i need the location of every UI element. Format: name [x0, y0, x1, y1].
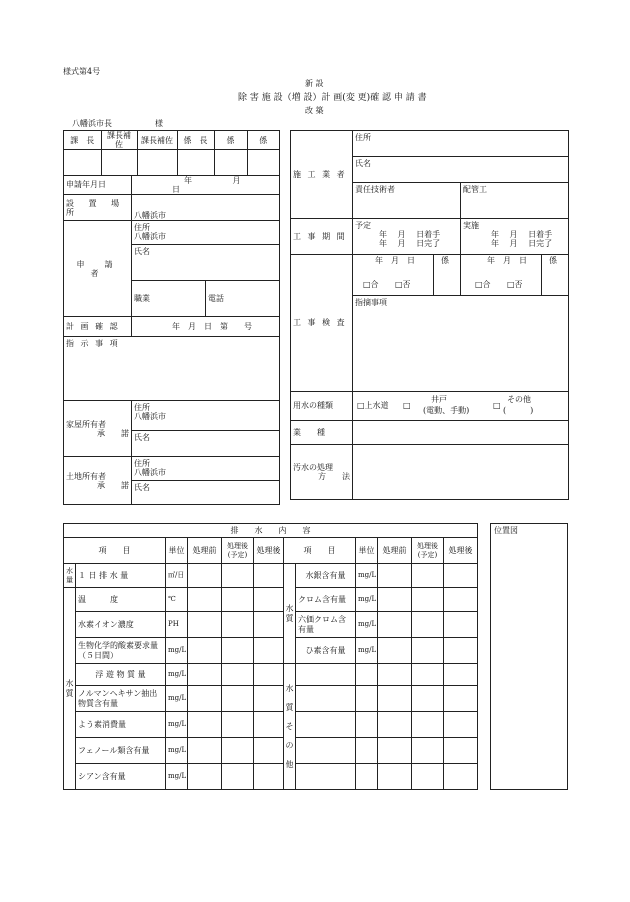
value-cell[interactable]	[254, 686, 284, 712]
land-owner-address[interactable]: 住所 八幡浜市	[132, 457, 280, 481]
position-map-box[interactable]	[490, 523, 568, 790]
value-cell[interactable]	[254, 564, 284, 588]
quality-other-label: 水質その他	[284, 664, 296, 790]
free-item-cell[interactable]	[296, 764, 356, 790]
value-cell[interactable]	[188, 738, 222, 764]
value-cell[interactable]	[378, 764, 412, 790]
house-owner-name[interactable]: 氏名	[132, 431, 280, 457]
value-cell[interactable]	[254, 738, 284, 764]
water-tap-checkbox[interactable]: □上水道	[357, 401, 389, 410]
discharge-table	[63, 523, 478, 790]
value-cell[interactable]	[412, 764, 444, 790]
position-map-label: 位置図	[494, 526, 518, 535]
left-form	[63, 130, 280, 505]
value-cell[interactable]	[412, 712, 444, 738]
inspection-notes[interactable]: 指摘事項	[353, 296, 569, 392]
apply-date-field[interactable]: 年 月 日	[132, 175, 280, 194]
value-cell[interactable]	[378, 612, 412, 638]
value-cell[interactable]	[412, 588, 444, 612]
discharge-title: 排 水 内 容	[64, 524, 478, 538]
item-label: 水素イオン濃度	[76, 612, 166, 638]
value-cell[interactable]	[222, 564, 254, 588]
approval-stamp[interactable]	[101, 150, 137, 175]
free-item-cell[interactable]	[296, 712, 356, 738]
approval-head: 係	[247, 131, 279, 150]
value-cell[interactable]	[188, 686, 222, 712]
col-after-plan: 処理後(予定)	[412, 538, 444, 564]
col-unit: 単位	[166, 538, 188, 564]
value-cell[interactable]	[412, 664, 444, 686]
item-label: 水銀含有量	[296, 564, 356, 588]
item-label: よう素消費量	[76, 712, 166, 738]
value-cell[interactable]	[444, 588, 478, 612]
value-cell[interactable]	[188, 588, 222, 612]
industry-label: 業 種	[291, 421, 353, 445]
value-cell[interactable]	[254, 588, 284, 612]
value-cell[interactable]	[254, 764, 284, 790]
location-field[interactable]: 八幡浜市	[132, 195, 280, 221]
unit: mg/L	[166, 764, 188, 790]
item-label: シアン含有量	[76, 764, 166, 790]
value-cell[interactable]	[254, 612, 284, 638]
value-cell[interactable]	[378, 712, 412, 738]
col-before: 処理前	[188, 538, 222, 564]
industry-field[interactable]	[353, 421, 569, 445]
col-item: 項 目	[284, 538, 356, 564]
approval-stamp[interactable]	[64, 150, 101, 175]
value-cell[interactable]	[412, 638, 444, 664]
water-well-checkbox[interactable]: □	[403, 401, 411, 410]
contractor-address[interactable]: 住所	[353, 131, 569, 157]
house-owner-address[interactable]: 住所 八幡浜市	[132, 401, 280, 431]
item-label: ノルマンヘキサン抽出物質含有量	[76, 686, 166, 712]
water-type-field[interactable]: □上水道 □ 井戸 (電動、手動) □ その他 ( )	[353, 392, 569, 421]
applicant-address[interactable]: 住所 八幡浜市	[132, 221, 280, 245]
unit: mg/L	[356, 612, 378, 638]
addressee: 八幡浜市長	[72, 119, 112, 128]
contractor-name[interactable]: 氏名	[353, 157, 569, 183]
value-cell[interactable]	[378, 588, 412, 612]
value-cell[interactable]	[188, 638, 222, 664]
plan-confirm-field[interactable]: 年 月 日 第 号	[132, 317, 280, 337]
value-cell[interactable]	[356, 686, 378, 712]
item-label: １ 日 排 水 量	[76, 564, 166, 588]
value-cell[interactable]	[222, 738, 254, 764]
water-qty-label: 水量	[64, 564, 76, 588]
value-cell[interactable]	[444, 638, 478, 664]
approval-stamp[interactable]	[177, 150, 214, 175]
unit: mg/L	[166, 712, 188, 738]
item-label: 六価クロム含有量	[296, 612, 356, 638]
item-label: 生物化学的酸素要求量（５日間）	[76, 638, 166, 664]
sewage-field[interactable]	[353, 445, 569, 500]
col-after-plan: 処理後(予定)	[222, 538, 254, 564]
water-type-label: 用水の種類	[291, 392, 353, 421]
value-cell[interactable]	[444, 612, 478, 638]
value-cell[interactable]	[356, 664, 378, 686]
page-title: 除 害 施 設（増 設）計 画(変 更)確 認 申 請 書	[238, 93, 427, 103]
house-owner-label: 家屋所有者 承 諾	[64, 401, 132, 457]
inspection-1[interactable]: 年 月 日 係 □合 □否	[353, 255, 461, 296]
pass-checkbox[interactable]: □合	[475, 280, 491, 289]
value-cell[interactable]	[356, 764, 378, 790]
value-cell[interactable]	[222, 712, 254, 738]
value-cell[interactable]	[444, 686, 478, 712]
col-unit: 単位	[356, 538, 378, 564]
inspection-label: 工 事 検 査	[291, 255, 353, 392]
item-label: ひ素含有量	[296, 638, 356, 664]
unit: ㎥/日	[166, 564, 188, 588]
plumber-field[interactable]: 配管工	[461, 183, 569, 219]
col-after: 処理後	[444, 538, 478, 564]
value-cell[interactable]	[188, 664, 222, 686]
approval-stamp[interactable]	[137, 150, 177, 175]
approval-head: 係	[214, 131, 247, 150]
applicant-name[interactable]: 氏名	[132, 245, 280, 281]
approval-head: 課長補佐	[101, 131, 137, 150]
value-cell[interactable]	[378, 686, 412, 712]
item-label: クロム含有量	[296, 588, 356, 612]
approval-head: 課 長	[64, 131, 101, 150]
value-cell[interactable]	[444, 764, 478, 790]
value-cell[interactable]	[188, 712, 222, 738]
value-cell[interactable]	[356, 738, 378, 764]
value-cell[interactable]	[378, 738, 412, 764]
title-new: 新 設	[305, 79, 324, 88]
value-cell[interactable]	[412, 686, 444, 712]
unit: mg/L	[166, 738, 188, 764]
fail-checkbox[interactable]: □否	[395, 280, 411, 289]
value-cell[interactable]	[222, 664, 254, 686]
applicant-phone[interactable]: 電話	[206, 281, 280, 317]
value-cell[interactable]	[188, 764, 222, 790]
fail-checkbox[interactable]: □否	[507, 280, 523, 289]
value-cell[interactable]	[222, 638, 254, 664]
value-cell[interactable]	[222, 686, 254, 712]
contractor-label: 施 工 業 者	[291, 131, 353, 219]
unit: mg/L	[166, 664, 188, 686]
land-owner-label: 土地所有者 承 諾	[64, 457, 132, 505]
pass-checkbox[interactable]: □合	[363, 280, 379, 289]
approval-stamp[interactable]	[214, 150, 247, 175]
water-other-checkbox[interactable]: □	[493, 401, 501, 410]
period-planned[interactable]: 予定 年 月 日着手 年 月 日完了	[353, 219, 461, 255]
value-cell[interactable]	[412, 612, 444, 638]
free-item-cell[interactable]	[296, 738, 356, 764]
unit: mg/L	[356, 564, 378, 588]
plan-confirm-label: 計 画 確 認	[64, 317, 132, 337]
unit: ℃	[166, 588, 188, 612]
approval-stamp[interactable]	[247, 150, 279, 175]
free-item-cell[interactable]	[296, 686, 356, 712]
value-cell[interactable]	[444, 664, 478, 686]
col-item: 項 目	[64, 538, 166, 564]
value-cell[interactable]	[444, 738, 478, 764]
value-cell[interactable]	[444, 564, 478, 588]
value-cell[interactable]	[222, 612, 254, 638]
land-owner-name[interactable]: 氏名	[132, 481, 280, 505]
value-cell[interactable]	[188, 564, 222, 588]
col-before: 処理前	[378, 538, 412, 564]
unit: PH	[166, 612, 188, 638]
approval-head: 係 長	[177, 131, 214, 150]
engineer-field[interactable]: 責任技術者	[353, 183, 461, 219]
unit: mg/L	[356, 638, 378, 664]
value-cell[interactable]	[378, 638, 412, 664]
apply-date-label: 申請年月日	[64, 175, 132, 194]
value-cell[interactable]	[254, 712, 284, 738]
value-cell[interactable]	[188, 612, 222, 638]
title-rebuild: 改 築	[305, 106, 324, 115]
value-cell[interactable]	[356, 712, 378, 738]
col-after: 処理後	[254, 538, 284, 564]
value-cell[interactable]	[222, 764, 254, 790]
applicant-label: 申 請 者	[64, 221, 132, 317]
period-actual[interactable]: 実施 年 月 日着手 年 月 日完了	[461, 219, 569, 255]
value-cell[interactable]	[378, 664, 412, 686]
item-label: 浮 遊 物 質 量	[76, 664, 166, 686]
approval-head: 課長補佐	[137, 131, 177, 150]
value-cell[interactable]	[378, 564, 412, 588]
water-quality-label-left: 水 質	[64, 588, 76, 790]
unit: mg/L	[166, 638, 188, 664]
value-cell[interactable]	[444, 712, 478, 738]
value-cell[interactable]	[254, 664, 284, 686]
item-label: 温 度	[76, 588, 166, 612]
unit: mg/L	[166, 686, 188, 712]
right-form	[290, 130, 569, 500]
value-cell[interactable]	[254, 638, 284, 664]
form-number: 様式第4号	[63, 67, 101, 76]
honorific: 様	[155, 119, 163, 128]
unit: mg/L	[356, 588, 378, 612]
sewage-label: 汚水の処理 方 法	[291, 445, 353, 500]
location-label: 設 置 場 所	[64, 195, 132, 221]
value-cell[interactable]	[412, 738, 444, 764]
value-cell[interactable]	[412, 564, 444, 588]
free-item-cell[interactable]	[296, 664, 356, 686]
item-label: フェノール類含有量	[76, 738, 166, 764]
instruction-field[interactable]: 指 示 事 項	[64, 337, 280, 401]
inspection-2[interactable]: 年 月 日 係 □合 □否	[461, 255, 569, 296]
water-quality-label-right: 水 質	[284, 564, 296, 664]
period-label: 工 事 期 間	[291, 219, 353, 255]
value-cell[interactable]	[222, 588, 254, 612]
applicant-job[interactable]: 職業	[132, 281, 206, 317]
